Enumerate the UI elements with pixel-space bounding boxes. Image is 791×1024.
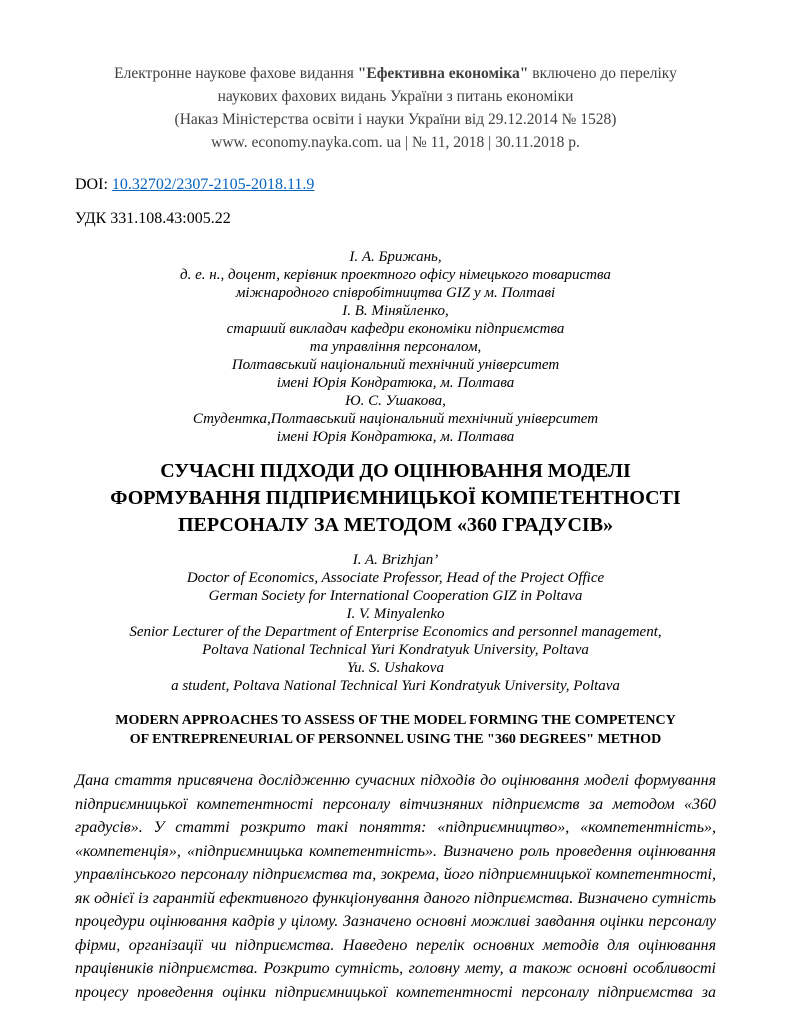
author-en-affiliation: German Society for International Cooperation GIZ in Poltava	[208, 588, 583, 604]
author-en-affiliation: Senior Lecturer of the Department of Enterprise Economics and personnel management,	[129, 624, 662, 640]
article-title-en-line: MODERN APPROACHES TO ASSESS OF THE MODEL FORMING THE COMPETENCY	[115, 713, 676, 728]
authors-uk-block	[75, 248, 716, 446]
author-en-name: I. V. Minyalenko	[346, 606, 445, 622]
masthead-line-1	[75, 62, 716, 85]
author-uk-affiliation: старший викладач кафедри економіки підприємства	[226, 321, 565, 337]
doi-link[interactable]: 10.32702/2307-2105-2018.11.9	[111, 176, 315, 193]
masthead-line1-prefix: Електронне наукове фахове видання	[114, 65, 358, 82]
journal-name: "Ефективна економіка"	[357, 65, 529, 82]
article-title-uk-line: ПЕРСОНАЛУ ЗА МЕТОДОМ «360 ГРАДУСІВ»	[177, 514, 614, 536]
author-uk-affiliation: міжнародного співробітництва GIZ у м. Полтаві	[235, 285, 556, 301]
author-uk-name: Ю. С. Ушакова,	[345, 393, 446, 409]
masthead-line-2: наукових фахових видань України з питань економіки	[217, 88, 574, 105]
article-title-uk	[75, 458, 716, 539]
author-en-name: Yu. S. Ushakova	[347, 660, 444, 676]
article-title-en-line: OF ENTREPRENEURIAL OF PERSONNEL USING THE "360 DEGREES" METHOD	[129, 732, 662, 747]
author-uk-name: І. В. Міняйленко,	[342, 303, 449, 319]
article-title-en	[75, 711, 716, 749]
doi-label: DOI:	[75, 176, 112, 193]
authors-en-block	[75, 551, 716, 695]
abstract-uk: Дана стаття присвячена дослідженню сучасних підходів до оцінювання моделі формування підприємницької компетентності персоналу вітчизняних підприємств за методом «360 градусів». У статті розкрито такі поняття: «підприємництво», «компетентність», «компетенція», «підприємницька компетентність». Визначено роль проведення оцінювання управлінського персоналу підприємства та, зокрема, його підприємницької компетентності, як однієї із гарантій ефективного функціонування даного підприємства. Визначено сутність процедури оцінювання кадрів у цілому. Зазначено основні можливі завдання оцінки персоналу фірми, організації чи підприємства. Наведено перелік основних методів для оцінювання працівників підприємства. Розкрито сутність, головну мету, а також основні особливості процесу проведення оцінки підприємницької компетентності персоналу підприємства за	[75, 772, 716, 1001]
author-uk-affiliation: імені Юрія Кондратюка, м. Полтава	[276, 375, 515, 391]
author-en-affiliation: a student, Poltava National Technical Yuri Kondratyuk University, Poltava	[171, 678, 620, 694]
masthead-line1-suffix: включено до переліку	[528, 65, 677, 82]
author-uk-name: І. А. Брижань,	[349, 249, 442, 265]
author-uk-affiliation: Полтавський національний технічний університет	[231, 357, 560, 373]
author-uk-affiliation: імені Юрія Кондратюка, м. Полтава	[276, 429, 515, 445]
article-title-uk-line: ФОРМУВАННЯ ПІДПРИЄМНИЦЬКОЇ КОМПЕТЕНТНОСТІ	[110, 487, 681, 509]
journal-masthead	[75, 62, 716, 154]
article-title-uk-line: СУЧАСНІ ПІДХОДИ ДО ОЦІНЮВАННЯ МОДЕЛІ	[160, 460, 631, 482]
masthead-line-4: www. economy.nayka.com. ua | № 11, 2018 | 30.11.2018 р.	[211, 134, 580, 151]
author-en-affiliation: Poltava National Technical Yuri Kondratyuk University, Poltava	[202, 642, 589, 658]
author-en-name: I. A. Brizhjan’	[352, 552, 439, 568]
author-uk-affiliation: Студентка,Полтавський національний технічний університет	[192, 411, 599, 427]
author-uk-affiliation: д. е. н., доцент, керівник проектного офісу німецького товариства	[180, 267, 611, 283]
udc-line: УДК 331.108.43:005.22	[75, 210, 231, 227]
masthead-line-3: (Наказ Міністерства освіти і науки України від 29.12.2014 № 1528)	[174, 111, 617, 128]
author-en-affiliation: Doctor of Economics, Associate Professor, Head of the Project Office	[186, 570, 605, 586]
author-uk-affiliation: та управління персоналом,	[309, 339, 482, 355]
doi-line	[75, 176, 716, 194]
